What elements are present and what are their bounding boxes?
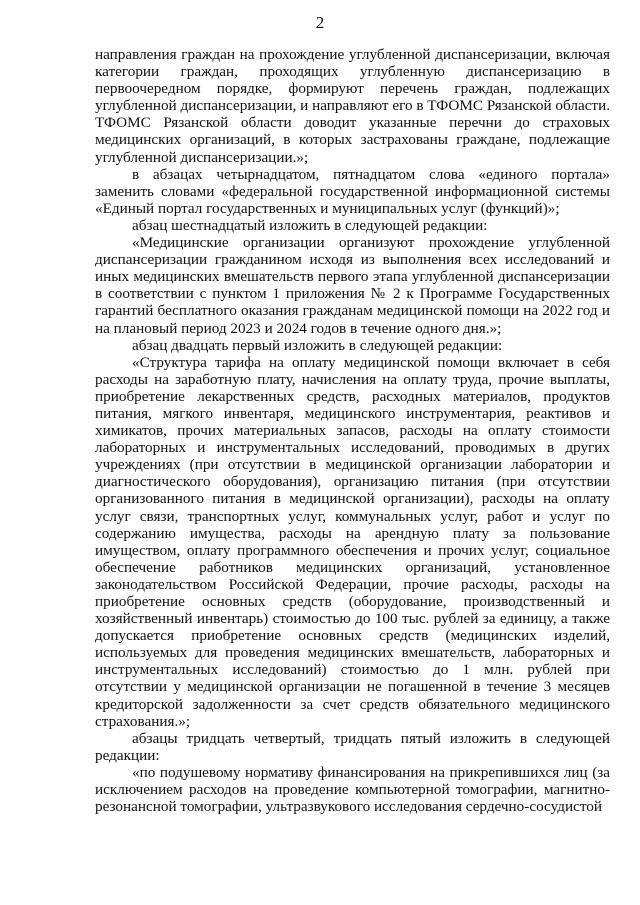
paragraph-amendment-16-text: «Медицинские организации организуют прохождение углубленной диспансеризации гражданином исходя из выполнения всех исследований и иных медицинских вмешательств первого этапа углубленной диспансеризации в соответствии с пунктом 1 приложения № 2 к Программе Государственных гарантий бесплатного оказания гражданам медицинской помощи на 2022 год и на плановый период 2023 и 2024 годов в течение одного дня.»;	[95, 234, 610, 337]
page-number: 2	[315, 13, 325, 32]
document-body	[95, 46, 610, 815]
paragraph-amendment-34-35-heading: абзацы тридцать четвертый, тридцать пятый изложить в следующей редакции:	[95, 729, 610, 764]
paragraph-amendment-14-15: в абзацах четырнадцатом, пятнадцатом слова «единого портала» заменить словами «федеральной государственной информационной системы «Единый портал государственных и муниципальных услуг (функций)»;	[95, 165, 610, 217]
paragraph-continuation: направления граждан на прохождение углубленной диспансеризации, включая категории граждан, проходящих углубленную диспансеризацию в первоочередном порядке, формируют перечень граждан, подлежащих углубленной диспансеризации, и направляют его в ТФОМС Рязанской области. ТФОМС Рязанской области доводит указанные перечни до страховых медицинских организаций, в которых застрахованы граждане, подлежащие углубленной диспансеризации.»;	[95, 46, 610, 166]
paragraph-amendment-16-heading: абзац шестнадцатый изложить в следующей редакции:	[132, 216, 488, 234]
paragraph-amendment-21-text: «Структура тарифа на оплату медицинской помощи включает в себя расходы на заработную плату, начисления на оплату труда, прочие выплаты, приобретение лекарственных средств, расходных материалов, продуктов питания, мягкого инвентаря, медицинского инструментария, реактивов и химикатов, прочих материальных запасов, расходы на оплату стоимости лабораторных и инструментальных исследований, проводимых в других учреждениях (при отсутствии в медицинской организации лаборатории и диагностического оборудования), организацию питания (при отсутствии организованного питания в медицинской организации), расходы на оплату услуг связи, транспортных услуг, коммунальных услуг, работ и услуг по содержанию имущества, расходы на арендную плату за пользование имуществом, оплату программного обеспечения и прочих услуг, социальное обеспечение работников медицинских организаций, установленное законодательством Российской Федерации, прочие расходы, расходы на приобретение основных средств (оборудование, производственный и хозяйственный инвентарь) стоимостью до 100 тыс. рублей за единицу, а также допускается приобретение основных средств (медицинских изделий, используемых для проведения медицинских вмешательств, лабораторных и инструментальных исследований) стоимостью до 1 млн. рублей при отсутствии у медицинской организации не погашенной в течение 3 месяцев кредиторской задолженности за счет средств обязательного медицинского страхования.»;	[95, 353, 610, 730]
paragraph-amendment-34-35-text: «по подушевому нормативу финансирования на прикрепившихся лиц (за исключением расходов на проведение компьютерной томографии, магнитно-резонансной томографии, ультразвукового исследования сердечно-сосудистой	[95, 763, 610, 816]
paragraph-amendment-21-heading: абзац двадцать первый изложить в следующей редакции:	[132, 336, 503, 354]
